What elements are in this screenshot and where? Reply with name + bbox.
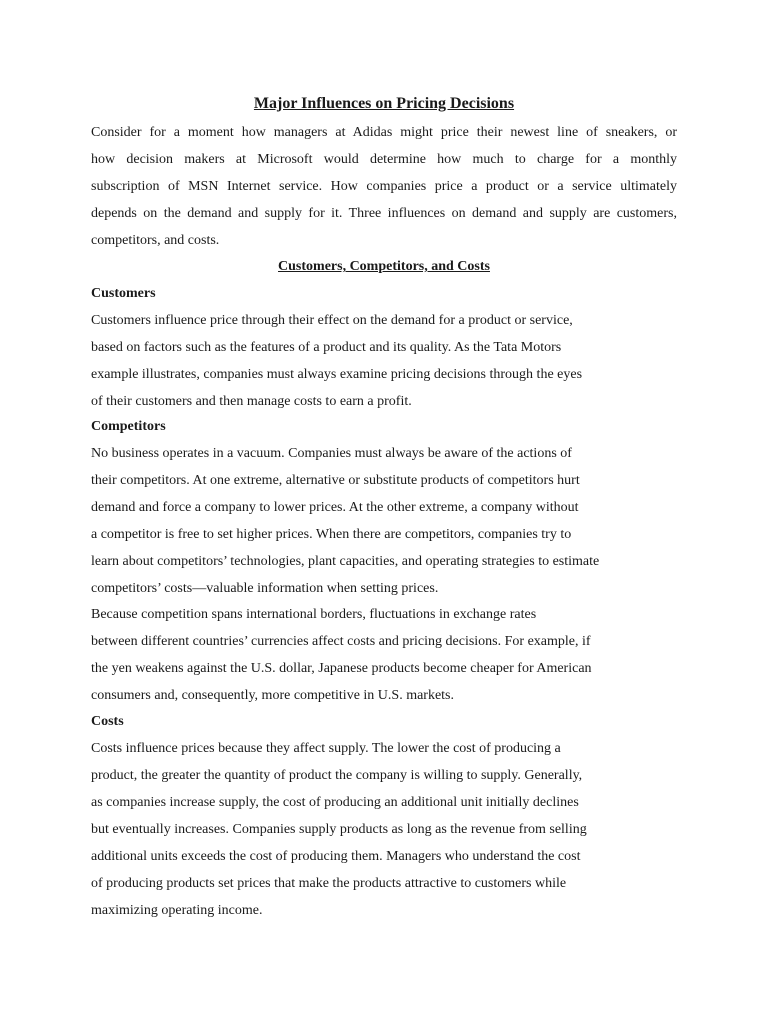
- costs-line: maximizing operating income.: [91, 903, 263, 918]
- document-title: Major Influences on Pricing Decisions: [253, 95, 515, 112]
- customers-line: based on factors such as the features of a product and its quality. As the Tata Motors: [91, 340, 562, 355]
- customers-line: Customers influence price through their effect on the demand for a product or service,: [91, 313, 573, 328]
- costs-line: product, the greater the quantity of product the company is willing to supply. Generally,: [91, 768, 583, 783]
- intro-line: how decision makers at Microsoft would determine how much to charge for a monthly: [91, 152, 677, 167]
- competitors-line: Because competition spans international borders, fluctuations in exchange rates: [91, 607, 537, 622]
- costs-line: Costs influence prices because they affect supply. The lower the cost of producing a: [91, 741, 561, 756]
- competitors-line: consumers and, consequently, more competitive in U.S. markets.: [91, 688, 455, 703]
- costs-line: as companies increase supply, the cost of producing an additional unit initially declines: [91, 795, 579, 810]
- competitors-line: No business operates in a vacuum. Companies must always be aware of the actions of: [91, 446, 572, 461]
- competitors-line: between different countries’ currencies affect costs and pricing decisions. For example, if: [91, 634, 591, 649]
- customers-line: of their customers and then manage costs to earn a profit.: [91, 394, 412, 409]
- competitors-line: demand and force a company to lower prices. At the other extreme, a company without: [91, 500, 579, 515]
- competitors-line: the yen weakens against the U.S. dollar, Japanese products become cheaper for American: [91, 661, 592, 676]
- costs-line: additional units exceeds the cost of producing them. Managers who understand the cost: [91, 849, 581, 864]
- intro-line: Consider for a moment how managers at Adidas might price their newest line of sneakers, or: [91, 125, 677, 140]
- competitors-line: learn about competitors’ technologies, plant capacities, and operating strategies to estimate: [91, 554, 600, 569]
- intro-line: competitors, and costs.: [91, 233, 220, 248]
- customers-line: example illustrates, companies must always examine pricing decisions through the eyes: [91, 367, 583, 382]
- intro-line: depends on the demand and supply for it. Three influences on demand and supply are customers,: [91, 206, 677, 221]
- costs-heading: Costs: [91, 714, 124, 729]
- costs-line: but eventually increases. Companies supply products as long as the revenue from selling: [91, 822, 587, 837]
- section-subheading: Customers, Competitors, and Costs: [278, 259, 490, 274]
- customers-heading: Customers: [91, 286, 156, 301]
- competitors-heading: Competitors: [91, 419, 166, 434]
- competitors-line: competitors’ costs—valuable information when setting prices.: [91, 581, 439, 596]
- competitors-line: their competitors. At one extreme, alternative or substitute products of competitors hurt: [91, 473, 580, 488]
- competitors-line: a competitor is free to set higher prices. When there are competitors, companies try to: [91, 527, 572, 542]
- intro-line: subscription of MSN Internet service. How companies price a product or a service ultimately: [91, 179, 677, 194]
- costs-line: of producing products set prices that make the products attractive to customers while: [91, 876, 567, 891]
